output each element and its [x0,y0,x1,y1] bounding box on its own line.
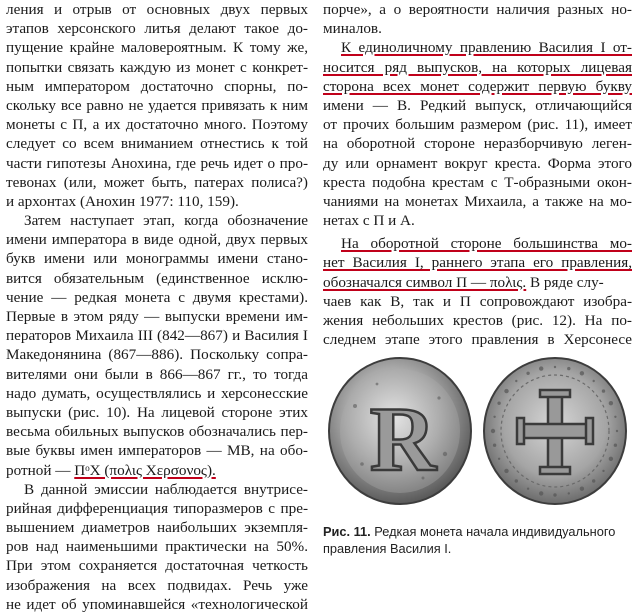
text-line: Македонянина (867—886). Поскольку сопра- [6,346,308,364]
coin-legend-dot [567,367,570,370]
text-line: жения небольших крестов (рис. 12). На по- [323,312,632,329]
text-line: пущение крайне маловероятным. К тому же, [6,39,308,57]
text-line: ным императором достаточно спорны, по- [6,77,308,95]
text-line: выпуски (рис. 10). На лицевой стороне этих [6,403,308,421]
coin-legend-dot [539,366,543,370]
text-line: следнем этапе этого правления в Херсонесе [323,331,632,349]
coin-legend-dot [592,479,595,482]
text-line: ления и отрыв от основных двух первых [6,1,308,18]
coin-legend-dot [491,429,495,433]
underlined-line: На оборотной стороне большинства мо- [341,235,632,253]
text-line: имени императора в виде одной, двух первых [6,231,308,249]
coin-legend-dot [498,458,500,460]
text-line: креста подобна крестам с Т-образными окон- [323,173,632,191]
text-line: вышением диаметров наибольших экземпля- [6,519,308,537]
coin-legend-dot [616,430,618,432]
text-line: вителями они были в 866—867 гг., то тогда [6,365,308,383]
coin-legend-dot [609,457,613,461]
coin-legend-dot [580,371,584,375]
figure-caption [323,523,633,557]
coin-legend-dot [539,491,543,495]
text-line: миналов. [323,20,382,38]
underlined-line: сторона всех монет содержит первую букву [323,77,632,95]
text-line: чаев как В, так и П сопровождают изобра- [323,292,632,310]
coin-legend-dot [527,488,529,490]
coin-obverse-image [327,356,473,506]
coin-legend-dot [614,444,617,447]
coin-reverse-image [482,356,628,506]
coin-legend-dot [515,479,518,482]
text-line: ров над наименьшими практически на 50%. [6,538,308,556]
text-line: имени — В. Редкий выпуск, отличающийся [323,96,632,114]
text-line: изображения на всех подвидах. Речь уже [6,576,308,594]
text-line: тевонах (или, может быть, патерах полиса?) [6,173,308,191]
coin-legend-dot [493,444,496,447]
text-line: чение — редкая монета с двумя крестами). [6,288,308,306]
coin-legend-dot [602,389,605,392]
text-line: части гипотезы Анохина, где речь идет о про- [6,154,308,172]
text-line: весьма обильных выпусков обозначались пер- [6,423,308,441]
text-line: При этом сохраняется достаточная четкость [6,557,308,575]
coin-legend-dot [554,366,556,368]
coin-legend-dot [526,372,529,375]
coin-legend-dot [515,380,517,382]
text-line: чаниями на монетах Михаила, а также на мо- [323,192,632,210]
text-line: попытки связать каждую из монет с конкрет- [6,58,308,76]
text-line: вые буквы имен императоров — МВ, на обо- [6,442,308,460]
text-line: порче», а о вероятности наличия разных но- [323,1,632,18]
left-column [6,0,308,614]
text-line: рийная дифференциация типоразмеров с пре- [6,499,308,517]
text-line [323,273,632,292]
text-line: вится обязательным (единственное исклю- [6,269,308,287]
text-line: ператоров Михаила III (842—867) и Василия I [6,327,308,345]
coin-figure [323,352,632,512]
coin-legend-dot [497,402,500,405]
text-fragment: В ряде слу- [526,273,604,291]
text-line: следует со всем вниманием отнестись к той [6,135,308,153]
text-line: на оборотной стороне неразборчивую леген- [323,135,632,153]
coin-legend-dot [493,416,495,418]
coin-legend-dot [568,492,570,494]
coin-obverse-letter: R [369,388,437,490]
text-line: и архонтах (Анохин 1977: 110, 159). [6,192,239,210]
text-line [6,461,308,480]
underlined-fragment: обозначался символ П — πολις. [323,273,527,291]
text-line: В данной эмиссии наблюдается внутрисе- [24,480,308,498]
caption-label: Рис. 11. [323,524,371,539]
coin-legend-dot [609,401,613,405]
text-line: Затем наступает этап, когда обозначение [24,212,308,230]
underlined-line: К единоличному правлению Василия I от- [341,39,632,57]
text-line: не идет об упоминавшейся «технологической [6,595,308,613]
text-line: скольку все равно не удается привязать к ним [6,96,308,114]
text-line: ду или орнамент вокруг креста. Форма этого [323,154,632,172]
text-line: надо думать, осуществлялись и херсонесские [6,384,308,402]
underlined-fragment: ПᵒХ (πολις Χερσονος). [74,461,216,479]
text-line: этапов херсонского литья делают такое до- [6,20,308,38]
coin-legend-dot [504,389,508,393]
coin-legend-dot [504,469,508,473]
coin-legend-dot [593,380,595,382]
underlined-line: носится ряд выпусков, на которых лицевая [323,58,632,76]
caption-text: Редкая монета начала индивидуального правления Василия I. [323,524,616,556]
underlined-line: нет Василия I, раннего этапа его правления, [323,254,632,272]
right-column [323,0,632,349]
text-line: нетах с П и А. [323,212,415,230]
text-line: Первые в этом ряду — выпуски времени им- [6,308,308,325]
text-line: букв имени или монограммы имени стано- [6,250,308,268]
text-line: от прочих большим размером (рис. 11), имеет [323,116,632,134]
text-line: монеты с П, а их достаточно много. Поэтому [6,116,308,134]
coin-legend-dot [580,487,584,491]
coin-legend-dot [553,493,556,496]
coin-legend-dot [614,416,616,418]
text-fragment: ротной — [6,461,75,479]
coin-legend-dot [602,470,604,472]
